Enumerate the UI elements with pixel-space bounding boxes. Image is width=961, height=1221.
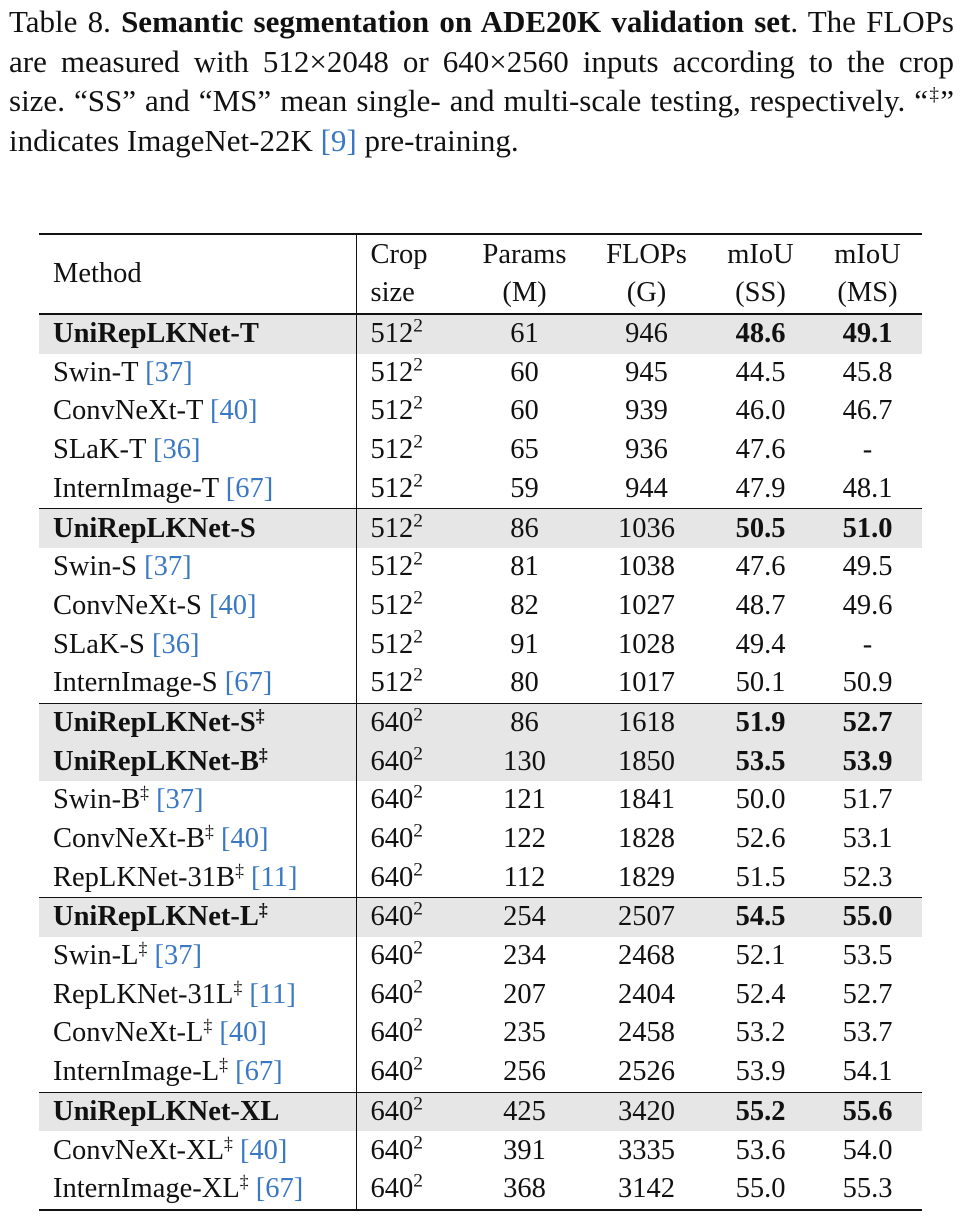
cell-miou-ms: -	[862, 434, 873, 466]
cell-miou-ss: 52.4	[735, 978, 786, 1010]
dagger-mark: ‡	[258, 899, 268, 920]
citation-link[interactable]: [37]	[144, 551, 192, 583]
table-row	[39, 314, 922, 354]
cell-params: 254	[464, 898, 586, 937]
cell-flops: 2458	[618, 1017, 675, 1049]
results-table	[39, 233, 922, 1211]
cell-params: 82	[510, 589, 539, 621]
dagger-mark: ‡	[233, 977, 243, 998]
cell-miou-ms: 55.3	[814, 1170, 922, 1210]
citation-link[interactable]: [36]	[153, 434, 201, 466]
cell-crop-size: $640^2$	[356, 1014, 464, 1053]
dagger-mark: ‡	[223, 1132, 233, 1153]
method-name: UniRepLKNet-L	[53, 901, 259, 933]
cell-crop-size: $512^2$	[356, 664, 464, 703]
cell-flops: 1028	[618, 628, 675, 660]
method-name: ConvNeXt-XL	[53, 1134, 224, 1166]
cell-method	[39, 1170, 356, 1210]
cell-flops: 3142	[586, 1170, 708, 1210]
citation-link[interactable]: [67]	[235, 1056, 283, 1088]
method-name: RepLKNet-31B	[53, 861, 236, 893]
cell-miou-ss: 49.4	[735, 628, 786, 660]
cell-method	[39, 703, 356, 742]
cell-params: 112	[503, 861, 546, 893]
method-name: ConvNeXt-B	[53, 823, 205, 855]
cell-miou-ss: 52.1	[735, 940, 786, 972]
cell-miou-ss: 54.5	[708, 898, 814, 937]
method-name: Swin-L	[53, 940, 139, 972]
cell-flops: 936	[625, 434, 668, 466]
cell-miou-ms: 55.0	[814, 898, 922, 937]
table-row	[39, 1014, 922, 1053]
cell-flops: 1828	[618, 823, 675, 855]
cell-miou-ss: 53.6	[735, 1134, 786, 1166]
cell-miou-ss: 48.6	[708, 314, 814, 354]
cell-flops: 1829	[618, 861, 675, 893]
cell-miou-ss: 47.9	[735, 472, 786, 504]
cell-miou-ss: 51.9	[708, 703, 814, 742]
cell-miou-ms: 52.3	[842, 861, 893, 893]
cell-miou-ss: 51.5	[735, 861, 786, 893]
cell-miou-ss: 50.0	[735, 784, 786, 816]
cell-method	[39, 1092, 356, 1131]
method-name: UniRepLKNet-S	[53, 706, 256, 738]
cell-miou-ms: -	[862, 628, 873, 660]
cell-method	[39, 314, 356, 354]
cell-miou-ss: 47.6	[735, 551, 786, 583]
cell-flops: 2468	[618, 940, 675, 972]
cell-method	[39, 1014, 356, 1053]
method-name: UniRepLKNet-S	[53, 512, 256, 544]
cell-params: 91	[510, 628, 539, 660]
cell-flops: 945	[625, 356, 668, 388]
header-miou-ms: mIoU (MS)	[834, 239, 901, 308]
header-row	[39, 234, 922, 314]
cell-miou-ms: 48.1	[842, 472, 893, 504]
cell-params: 130	[464, 743, 586, 782]
cell-crop-size: $640^2$	[356, 703, 464, 742]
cell-miou-ms: 53.9	[814, 743, 922, 782]
cell-crop-size: $640^2$	[356, 898, 464, 937]
header-miou-ss: mIoU (SS)	[727, 239, 794, 308]
cell-crop-size: $512^2$	[356, 392, 464, 431]
cell-miou-ms: 46.7	[842, 395, 893, 427]
caption-citation-link[interactable]: [9]	[320, 122, 357, 158]
table-row	[39, 470, 922, 509]
cell-crop-size: $512^2$	[356, 626, 464, 665]
method-name: ConvNeXt-L	[53, 1017, 204, 1049]
cell-crop-size: $640^2$	[356, 781, 464, 820]
dagger-mark: ‡	[138, 938, 148, 959]
cell-flops: 1027	[618, 589, 675, 621]
cell-miou-ss: 50.5	[708, 509, 814, 548]
cell-params: 60	[510, 356, 539, 388]
table-row	[39, 431, 922, 470]
table-row	[39, 703, 922, 742]
dagger-mark: ‡	[235, 860, 244, 881]
cell-method	[39, 509, 356, 548]
cell-params: 121	[503, 784, 546, 816]
cell-flops: 939	[625, 395, 668, 427]
cell-crop-size: $640^2$	[356, 743, 464, 782]
cell-params: 368	[464, 1170, 586, 1210]
cell-crop-size: $640^2$	[356, 976, 464, 1015]
citation-link[interactable]: [40]	[219, 1017, 267, 1049]
dagger-mark: ‡	[205, 821, 214, 842]
dagger-mark: ‡	[255, 705, 265, 726]
cell-method	[39, 781, 356, 820]
cell-miou-ss: 52.6	[735, 823, 786, 855]
dagger-mark: ‡	[258, 743, 268, 764]
method-name: InternImage-XL	[53, 1173, 240, 1205]
method-name: RepLKNet-31L	[53, 978, 234, 1010]
cell-miou-ms: 49.6	[842, 589, 893, 621]
cell-crop-size: $512^2$	[356, 354, 464, 393]
cell-miou-ms: 53.5	[842, 940, 893, 972]
table-row	[39, 587, 922, 626]
cell-crop-size: $640^2$	[356, 859, 464, 898]
cell-method	[39, 743, 356, 782]
cell-flops: 3420	[586, 1092, 708, 1131]
citation-link[interactable]: [37]	[154, 940, 202, 972]
table-row	[39, 820, 922, 859]
citation-link[interactable]: [11]	[249, 978, 296, 1010]
header-flops: FLOPs (G)	[606, 239, 687, 308]
cell-crop-size: $512^2$	[356, 431, 464, 470]
cell-method	[39, 664, 356, 703]
header-params: Params (M)	[482, 239, 567, 308]
cell-params: 425	[464, 1092, 586, 1131]
cell-miou-ss: 53.2	[735, 1017, 786, 1049]
method-name: ConvNeXt-T	[53, 395, 203, 427]
citation-link[interactable]: [37]	[145, 356, 193, 388]
cell-miou-ms: 54.0	[842, 1134, 893, 1166]
citation-link[interactable]: [40]	[210, 395, 258, 427]
table-row	[39, 509, 922, 548]
cell-miou-ms: 55.6	[814, 1092, 922, 1131]
method-name: Swin-T	[53, 356, 138, 388]
cell-method	[39, 937, 356, 976]
cell-params: 65	[510, 434, 539, 466]
cell-method	[39, 976, 356, 1015]
cell-miou-ss: 53.5	[708, 743, 814, 782]
citation-link[interactable]: [40]	[208, 589, 257, 621]
cell-miou-ss: 50.1	[735, 667, 786, 699]
cell-flops: 2507	[586, 898, 708, 937]
citation-link[interactable]: [40]	[220, 823, 269, 855]
cell-params: 59	[510, 472, 539, 504]
cell-params: 234	[503, 940, 546, 972]
cell-crop-size: $640^2$	[356, 1170, 464, 1210]
cell-params: 207	[503, 978, 546, 1010]
method-name: SLaK-S	[53, 628, 145, 660]
cell-method	[39, 1131, 356, 1170]
method-name: InternImage-L	[53, 1056, 220, 1088]
table-row	[39, 1053, 922, 1092]
cell-miou-ss: 53.9	[735, 1056, 786, 1088]
table-row	[39, 976, 922, 1015]
citation-link[interactable]: [40]	[239, 1134, 288, 1166]
table-row	[39, 743, 922, 782]
dagger-mark: ‡	[203, 1015, 213, 1036]
table-row	[39, 781, 922, 820]
cell-miou-ss: 47.6	[735, 434, 786, 466]
cell-miou-ss: 55.2	[708, 1092, 814, 1131]
cell-flops: 1038	[618, 551, 675, 583]
caption-text-1: . The FLOPs are measured with 512×2048 or 640×2560 inputs according to the crop size. “SS” and “MS” mean single- and multi-scale testing, respectively. “	[9, 4, 954, 118]
cell-miou-ms: 54.1	[842, 1056, 893, 1088]
table-row	[39, 1170, 922, 1210]
cell-params: 122	[503, 823, 546, 855]
table-row	[39, 664, 922, 703]
cell-params: 80	[510, 667, 539, 699]
cell-method	[39, 626, 356, 665]
cell-params: 61	[464, 314, 586, 354]
header-crop-size: Crop size	[356, 234, 464, 314]
method-name: UniRepLKNet-T	[53, 318, 259, 350]
method-name: UniRepLKNet-XL	[53, 1095, 280, 1127]
table-body	[39, 314, 922, 1210]
cell-crop-size: $512^2$	[356, 548, 464, 587]
cell-flops: 1017	[618, 667, 675, 699]
cell-method	[39, 431, 356, 470]
table-row	[39, 859, 922, 898]
cell-miou-ss: 48.7	[735, 589, 786, 621]
cell-params: 81	[510, 551, 539, 583]
cell-method	[39, 859, 356, 898]
table-row	[39, 1131, 922, 1170]
cell-miou-ms: 49.1	[814, 314, 922, 354]
cell-method	[39, 898, 356, 937]
cell-miou-ss: 46.0	[735, 395, 786, 427]
table-row	[39, 626, 922, 665]
table-row	[39, 898, 922, 937]
cell-flops: 3335	[618, 1134, 675, 1166]
cell-miou-ms: 45.8	[842, 356, 893, 388]
cell-crop-size: $512^2$	[356, 314, 464, 354]
method-name: SLaK-T	[53, 434, 146, 466]
caption-text-3: pre-training.	[356, 122, 519, 158]
cell-flops: 1618	[586, 703, 708, 742]
caption-text-2: ” indicates ImageNet-22K	[9, 83, 954, 158]
cell-crop-size: $640^2$	[356, 937, 464, 976]
dagger-mark: ‡	[219, 1054, 228, 1075]
method-name: Swin-S	[53, 551, 137, 583]
citation-link[interactable]: [11]	[251, 861, 298, 893]
header-method: Method	[53, 258, 142, 289]
method-name: InternImage-S	[53, 667, 218, 699]
method-name: Swin-B	[53, 784, 141, 816]
citation-link[interactable]: [36]	[151, 628, 200, 660]
cell-miou-ss: 44.5	[735, 356, 786, 388]
cell-method	[39, 820, 356, 859]
table-row	[39, 1092, 922, 1131]
caption-dagger: ‡	[928, 84, 941, 106]
cell-flops: 946	[586, 314, 708, 354]
cell-flops: 1841	[618, 784, 675, 816]
citation-link[interactable]: [67]	[225, 472, 274, 504]
cell-params: 60	[510, 395, 539, 427]
cell-crop-size: $640^2$	[356, 1131, 464, 1170]
cell-miou-ms: 53.1	[842, 823, 893, 855]
citation-link[interactable]: [37]	[156, 784, 204, 816]
citation-link[interactable]: [67]	[255, 1173, 304, 1205]
cell-miou-ms: 51.7	[842, 784, 893, 816]
cell-miou-ss: 55.0	[708, 1170, 814, 1210]
cell-crop-size: $640^2$	[356, 1092, 464, 1131]
cell-method	[39, 548, 356, 587]
cell-crop-size: $640^2$	[356, 1053, 464, 1092]
cell-miou-ms: 52.7	[814, 703, 922, 742]
cell-miou-ms: 52.7	[842, 978, 893, 1010]
table-caption	[9, 2, 954, 160]
cell-miou-ms: 50.9	[842, 667, 893, 699]
cell-miou-ms: 51.0	[814, 509, 922, 548]
method-name: InternImage-T	[53, 472, 219, 504]
citation-link[interactable]: [67]	[224, 667, 273, 699]
cell-flops: 1850	[586, 743, 708, 782]
cell-params: 235	[503, 1017, 546, 1049]
cell-flops: 2526	[618, 1056, 675, 1088]
cell-params: 256	[503, 1056, 546, 1088]
cell-crop-size: $512^2$	[356, 470, 464, 509]
table-row	[39, 392, 922, 431]
cell-crop-size: $512^2$	[356, 587, 464, 626]
cell-miou-ms: 49.5	[842, 551, 893, 583]
cell-miou-ms: 53.7	[842, 1017, 893, 1049]
table-row	[39, 937, 922, 976]
table-row	[39, 548, 922, 587]
cell-method	[39, 587, 356, 626]
cell-method	[39, 392, 356, 431]
table-row	[39, 354, 922, 393]
dagger-mark: ‡	[140, 782, 149, 803]
cell-crop-size: $512^2$	[356, 509, 464, 548]
cell-crop-size: $640^2$	[356, 820, 464, 859]
cell-params: 86	[464, 703, 586, 742]
cell-method	[39, 1053, 356, 1092]
dagger-mark: ‡	[239, 1171, 249, 1192]
cell-method	[39, 354, 356, 393]
cell-params: 391	[503, 1134, 546, 1166]
caption-label: Table 8.	[9, 4, 111, 39]
cell-flops: 944	[625, 472, 668, 504]
method-name: UniRepLKNet-B	[53, 745, 259, 777]
cell-flops: 2404	[618, 978, 675, 1010]
cell-params: 86	[464, 509, 586, 548]
caption-title: Semantic segmentation on ADE20K validation set	[121, 4, 791, 39]
cell-flops: 1036	[586, 509, 708, 548]
method-name: ConvNeXt-S	[53, 589, 202, 621]
cell-method	[39, 470, 356, 509]
